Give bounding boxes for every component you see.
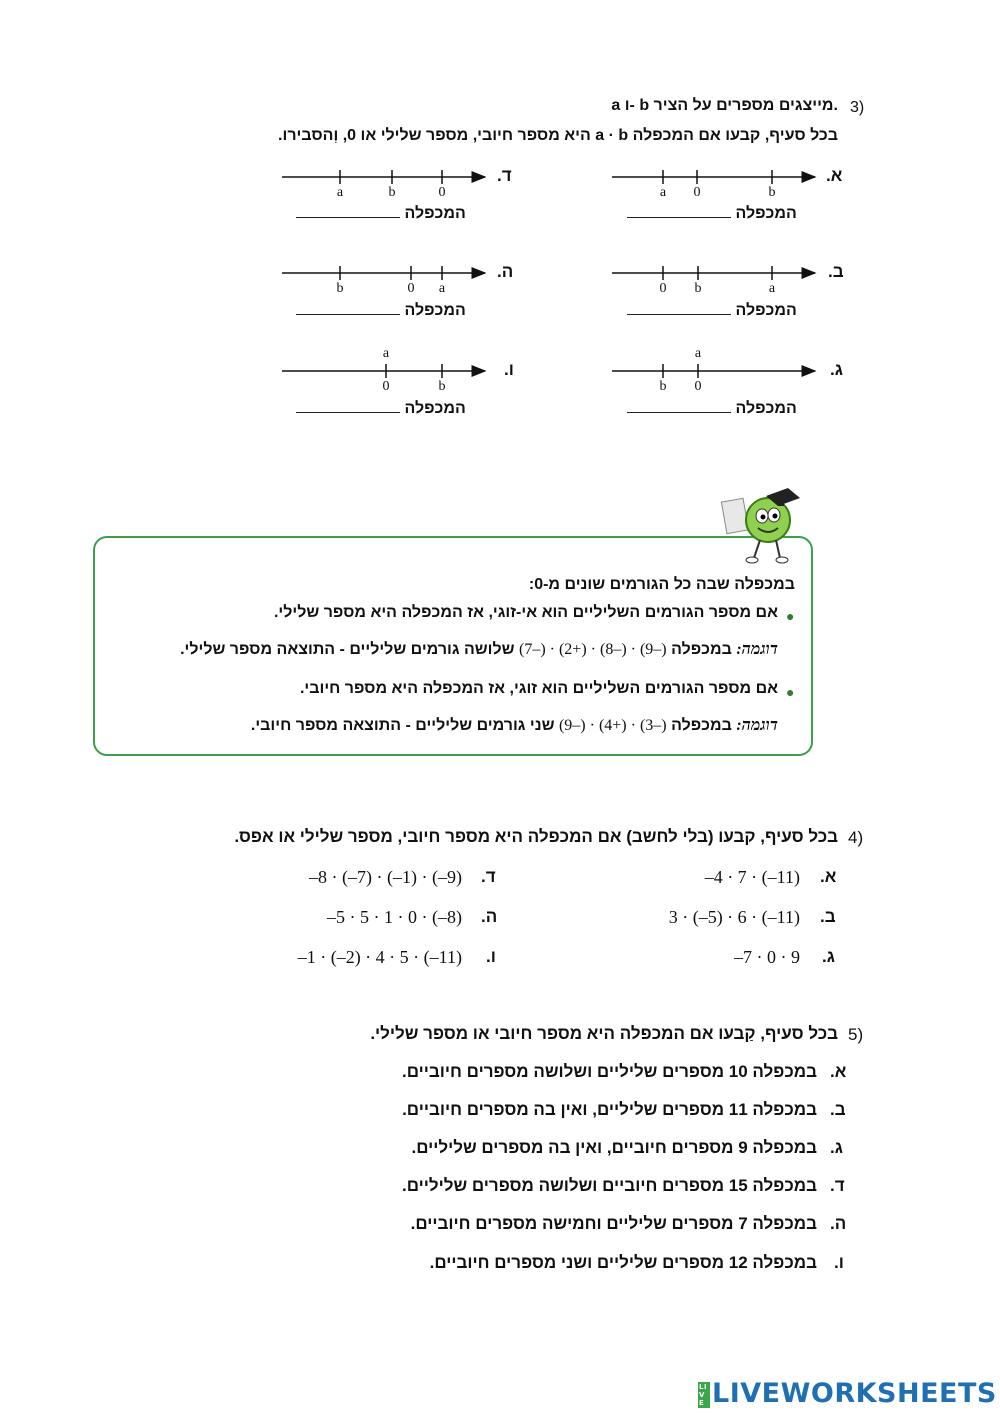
example-odd	[180, 641, 778, 659]
q5-item-b: במכפלה 11 מספרים שליליים, ואין בה מספרים חיוביים.	[402, 1100, 817, 1119]
tick-label: a	[768, 281, 776, 296]
q3-letter-c: ג.	[830, 360, 843, 379]
q4-expression-b: 3 · (–5) · 6 · (–11)	[668, 907, 800, 927]
bullet-icon: ●	[786, 684, 795, 700]
tick-label: b	[768, 185, 776, 200]
tick-label: 0	[382, 379, 390, 394]
q4-letter-c: ג.	[822, 947, 835, 966]
q4-letter-a: א.	[820, 867, 837, 886]
answer-blank[interactable]	[296, 398, 400, 413]
tick-label: a	[438, 281, 446, 296]
q3-number: 3)	[850, 99, 865, 116]
tick-label: b	[438, 379, 446, 394]
tick-label: a	[336, 185, 344, 200]
answer-blank[interactable]	[296, 300, 400, 315]
tick-label-above: a	[382, 346, 390, 361]
q3-instruction: בכל סעיף, קבעו אם המכפלה a · b היא מספר חיובי, מספר שלילי או 0, וְהסבירו.	[278, 127, 838, 144]
q4-expression-a: –4 · 7 · (–11)	[704, 867, 800, 887]
q5-item-e: במכפלה 7 מספרים שליליים וחמישה מספרים חיוביים.	[410, 1214, 817, 1233]
example-pre: במכפלה	[671, 717, 732, 734]
q4-expression-f: –1 · (–2) · 4 · 5 · (–11)	[297, 947, 462, 967]
product-answer-c	[627, 398, 797, 418]
tick-label: b	[694, 281, 702, 296]
q5-item-a: במכפלה 10 מספרים שליליים ושלושה מספרים חיוביים.	[402, 1062, 817, 1081]
example-tag: דוגמה:	[736, 717, 778, 734]
rules-heading: במכפלה שבה כל הגורמים שונים מ-0:	[528, 576, 795, 593]
rule-odd: אם מספר הגורמים השליליים הוא אי-זוגי, אז המכפלה היא מספר שלילי.	[273, 604, 778, 621]
example-even	[251, 717, 778, 735]
number-lines	[0, 0, 1000, 440]
q5-letter-b: ב.	[830, 1100, 846, 1119]
product-label: המכפלה	[735, 400, 797, 417]
q4-expression-e: –5 · 5 · 1 · 0 · (–8)	[327, 907, 462, 927]
q3-letter-b: ב.	[828, 262, 844, 281]
q5-item-f: במכפלה 12 מספרים שליליים ושני מספרים חיוביים.	[429, 1253, 817, 1272]
q5-item-d: במכפלה 15 מספרים חיוביים ושלושה מספרים שליליים.	[402, 1176, 817, 1195]
q3-letter-e: ה.	[497, 262, 514, 281]
example-expression: (–9) · (–8) · (+2) · (–7)	[518, 641, 667, 658]
product-answer-a	[627, 203, 797, 223]
q4-letter-b: ב.	[820, 907, 836, 926]
example-expression: (–3) · (+4) · (–9)	[558, 717, 667, 734]
product-answer-e	[296, 300, 466, 320]
q4-letter-d: ד.	[481, 867, 496, 886]
tick-label: 0	[659, 281, 667, 296]
example-conclusion: שלושה גורמים שליליים - התוצאה מספר שלילי.	[180, 641, 515, 658]
q3-letter-f: ו.	[504, 360, 514, 379]
liveworksheets-logo	[698, 1378, 997, 1409]
answer-blank[interactable]	[296, 203, 400, 218]
tick-label: a	[659, 185, 667, 200]
product-answer-f	[296, 398, 466, 418]
q5-letter-f: ו.	[834, 1253, 844, 1272]
bullet-icon: ●	[786, 608, 795, 624]
q3-letter-a: א.	[826, 166, 843, 185]
product-label: המכפלה	[735, 302, 797, 319]
q3-title: a ו- b מייצגים מספרים על הציר.	[611, 97, 838, 114]
tick-label: b	[388, 185, 396, 200]
mascot-icon	[718, 478, 808, 568]
q4-instruction: בכל סעיף, קבעו (בלי לחשב) אם המכפלה היא מספר חיובי, מספר שלילי או אפס.	[234, 827, 838, 846]
tick-label: b	[659, 379, 667, 394]
answer-blank[interactable]	[627, 203, 731, 218]
product-answer-b	[627, 300, 797, 320]
example-conclusion: שני גורמים שליליים - התוצאה מספר חיובי.	[250, 717, 555, 734]
product-answer-d	[296, 203, 466, 223]
product-label: המכפלה	[404, 205, 466, 222]
q4-expression-d: –8 · (–7) · (–1) · (–9)	[309, 867, 462, 887]
q4-expression-c: –7 · 0 · 9	[734, 947, 800, 967]
logo-badge: LIVE	[698, 1382, 710, 1408]
answer-blank[interactable]	[627, 300, 731, 315]
example-tag: דוגמה:	[736, 641, 778, 658]
q3-letter-d: ד.	[497, 166, 512, 185]
example-pre: במכפלה	[671, 641, 732, 658]
q5-number: 5)	[848, 1025, 864, 1044]
q4-letter-e: ה.	[481, 907, 498, 926]
tick-label: b	[336, 281, 344, 296]
q5-letter-a: א.	[830, 1062, 847, 1081]
q5-letter-e: ה.	[830, 1214, 847, 1233]
tick-label: 0	[693, 185, 701, 200]
tick-label: 0	[438, 185, 446, 200]
product-label: המכפלה	[735, 205, 797, 222]
tick-label: 0	[407, 281, 415, 296]
tick-label-above: a	[694, 346, 702, 361]
logo-text: LIVEWORKSHEETS	[712, 1378, 997, 1409]
answer-blank[interactable]	[627, 398, 731, 413]
q5-letter-c: ג.	[830, 1138, 843, 1157]
q5-item-c: במכפלה 9 מספרים חיוביים, ואין בה מספרים שליליים.	[411, 1138, 817, 1157]
product-label: המכפלה	[404, 400, 466, 417]
tick-label: 0	[694, 379, 702, 394]
q4-letter-f: ו.	[486, 947, 496, 966]
rule-even: אם מספר הגורמים השליליים הוא זוגי, אז המכפלה היא מספר חיובי.	[299, 680, 778, 697]
q4-number: 4)	[848, 828, 864, 847]
product-label: המכפלה	[404, 302, 466, 319]
q5-letter-d: ד.	[830, 1176, 845, 1195]
q5-instruction: בכל סעיף, קַבעו אם המכפלה היא מספר חיובי או מספר שלילי.	[370, 1024, 838, 1043]
